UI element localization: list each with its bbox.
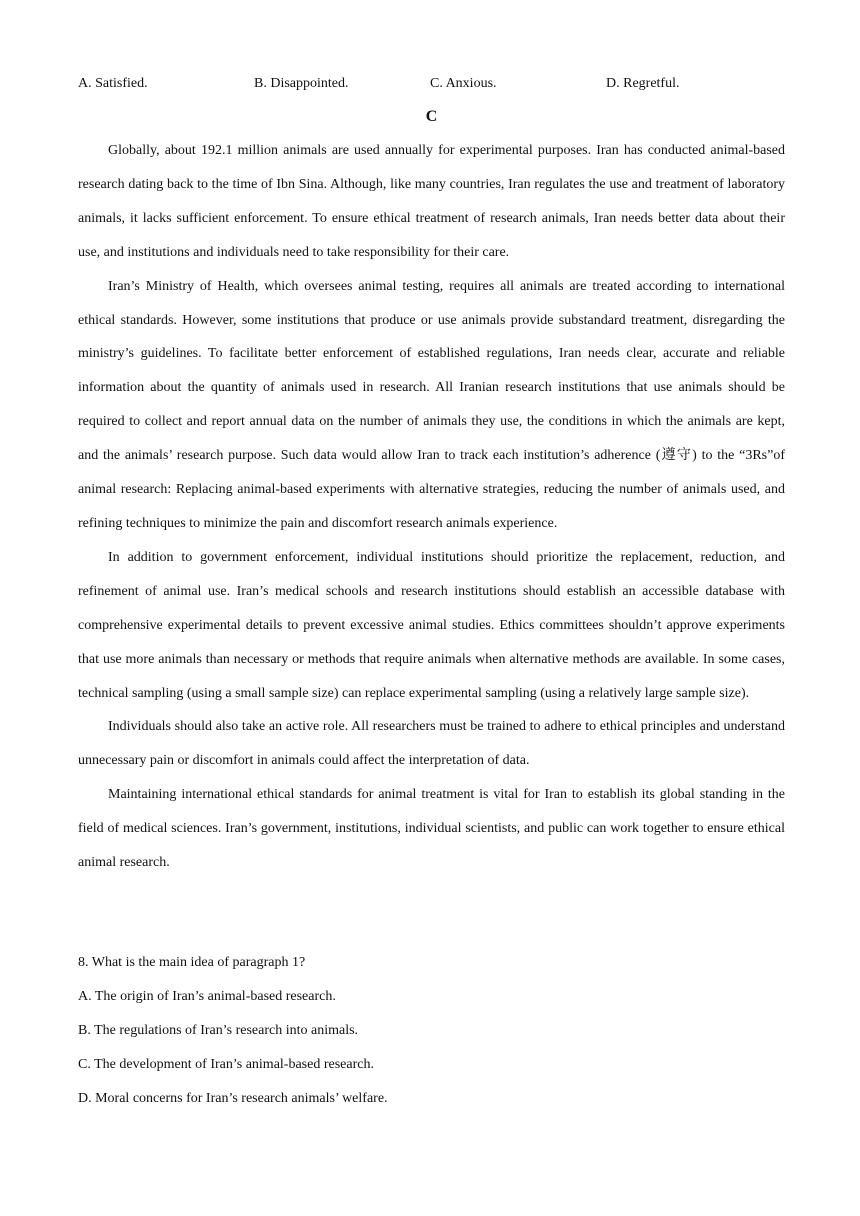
option-d: D. Regretful. — [606, 76, 680, 91]
reading-passage — [78, 134, 785, 880]
option-b: B. Disappointed. — [254, 76, 349, 91]
passage-paragraph-4: Individuals should also take an active role. All researchers must be trained to adhere to ethical principles and understand unnecessary pain or discomfort in animals could affect the interpretation of data. — [78, 719, 785, 769]
section-heading: C — [425, 108, 438, 125]
answer-option-a: A. The origin of Iran’s animal-based research. — [78, 988, 336, 1004]
previous-question-options — [78, 74, 785, 94]
question-8 — [78, 946, 785, 1116]
option-c: C. Anxious. — [430, 76, 497, 91]
answer-option-d: D. Moral concerns for Iran’s research animals’ welfare. — [78, 1090, 388, 1106]
passage-paragraph-1: Globally, about 192.1 million animals are used annually for experimental purposes. Iran has conducted animal-based research dating back to the time of Ibn Sina. Although, like many countries, Iran regulates the use and treatment of laboratory animals, it lacks sufficient enforcement. To ensure ethical treatment of research animals, Iran needs better data about their use, and institutions and individuals need to take responsibility for their care. — [78, 143, 785, 260]
passage-paragraph-3: In addition to government enforcement, individual institutions should prioritize the replacement, reduction, and refinement of animal use. Iran’s medical schools and research institutions should establish an accessible database with comprehensive experimental details to prevent excessive animal studies. Ethics committees shouldn’t approve experiments that use more animals than necessary or methods that require animals when alternative methods are available. In some cases, technical sampling (using a small sample size) can replace experimental sampling (using a relatively large sample size). — [78, 549, 785, 701]
passage-paragraph-2: Iran’s Ministry of Health, which oversees animal testing, requires all animals are treated according to international ethical standards. However, some institutions that produce or use animals provide substandard treatment, disregarding the ministry’s guidelines. To facilitate better enforcement of established regulations, Iran needs clear, accurate and reliable information about the quantity of animals used in research. All Iranian research institutions that use animals should be required to collect and report annual data on the number of animals they use, the conditions in which the animals are kept, and the animals’ research purpose. Such data would allow Iran to track each institution’s adherence (遵守) to the “3Rs”of animal research: Replacing animal-based experiments with alternative strategies, reducing the number of animals used, and refining techniques to minimize the pain and discomfort research animals experience. — [78, 278, 785, 531]
option-a: A. Satisfied. — [78, 76, 148, 91]
answer-option-c: C. The development of Iran’s animal-based research. — [78, 1056, 374, 1072]
question-prompt: 8. What is the main idea of paragraph 1? — [78, 955, 306, 970]
answer-option-b: B. The regulations of Iran’s research into animals. — [78, 1022, 359, 1038]
passage-paragraph-5: Maintaining international ethical standards for animal treatment is vital for Iran to establish its global standing in the field of medical sciences. Iran’s government, institutions, individual scientists, and public can work together to ensure ethical animal research. — [78, 787, 785, 871]
